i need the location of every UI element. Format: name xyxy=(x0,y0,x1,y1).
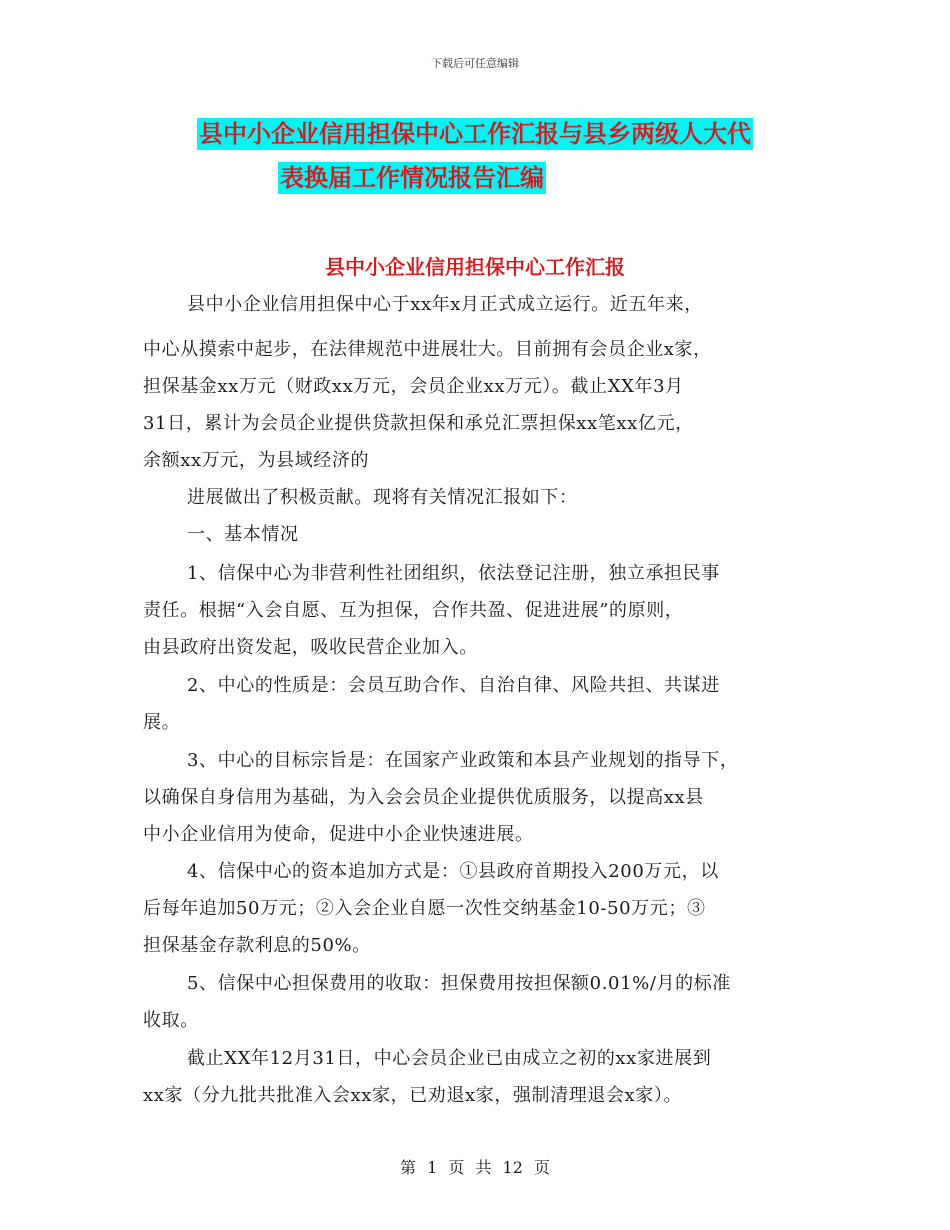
body-line: 中小企业信用为使命，促进中小企业快速进展。 xyxy=(143,824,534,845)
body-line: 5、信保中心担保费用的收取：担保费用按担保额0.01%/月的标准 xyxy=(187,973,731,994)
body-line: 一、基本情况 xyxy=(187,524,299,545)
section-title: 县中小企业信用担保中心工作汇报 xyxy=(325,255,625,279)
body-line: 31日，累计为会员企业提供贷款担保和承兑汇票担保xx笔xx亿元， xyxy=(143,413,694,434)
body-line: 县中小企业信用担保中心于xx年x月正式成立运行。近五年来， xyxy=(187,294,703,315)
document-title-line-1: 县中小企业信用担保中心工作汇报与县乡两级人大代 xyxy=(199,120,751,148)
body-line: 担保基金xx万元（财政xx万元，会员企业xx万元）。截止XX年3月 xyxy=(143,376,684,397)
body-line: 展。 xyxy=(143,712,181,733)
body-line: xx家（分九批共批准入会xx家，已劝退x家，强制清理退会x家）。 xyxy=(143,1085,683,1106)
body-line: 由县政府出资发起，吸收民营企业加入。 xyxy=(143,637,478,658)
body-line: 2、中心的性质是：会员互助合作、自治自律、风险共担、共谋进 xyxy=(187,675,720,696)
body-line: 4、信保中心的资本追加方式是：①县政府首期投入200万元，以 xyxy=(187,861,719,882)
body-line: 收取。 xyxy=(143,1010,199,1031)
body-line: 截止XX年12月31日，中心会员企业已由成立之初的xx家进展到 xyxy=(187,1048,712,1069)
header-note: 下载后可任意编辑 xyxy=(431,57,519,70)
body-line: 中心从摸索中起步，在法律规范中进展壮大。目前拥有会员企业x家， xyxy=(143,339,712,360)
body-line: 以确保自身信用为基础，为入会会员企业提供优质服务，以提高xx县 xyxy=(143,787,704,808)
body-line: 责任。根据“入会自愿、互为担保，合作共盈、促进进展”的原则， xyxy=(143,600,684,621)
body-line: 3、中心的目标宗旨是：在国家产业政策和本县产业规划的指导下， xyxy=(187,750,739,771)
body-line: 后每年追加50万元；②入会企业自愿一次性交纳基金10-50万元；③ xyxy=(143,898,706,919)
body-line: 余额xx万元，为县域经济的 xyxy=(143,450,370,471)
body-line: 担保基金存款利息的50%。 xyxy=(143,935,371,956)
body-line: 1、信保中心为非营利性社团组织，依法登记注册，独立承担民事 xyxy=(187,563,720,584)
page-footer: 第 1 页 共 12 页 xyxy=(400,1158,550,1177)
body-line: 进展做出了积极贡献。现将有关情况汇报如下： xyxy=(187,487,578,508)
document-title-line-2: 表换届工作情况报告汇编 xyxy=(280,164,544,192)
